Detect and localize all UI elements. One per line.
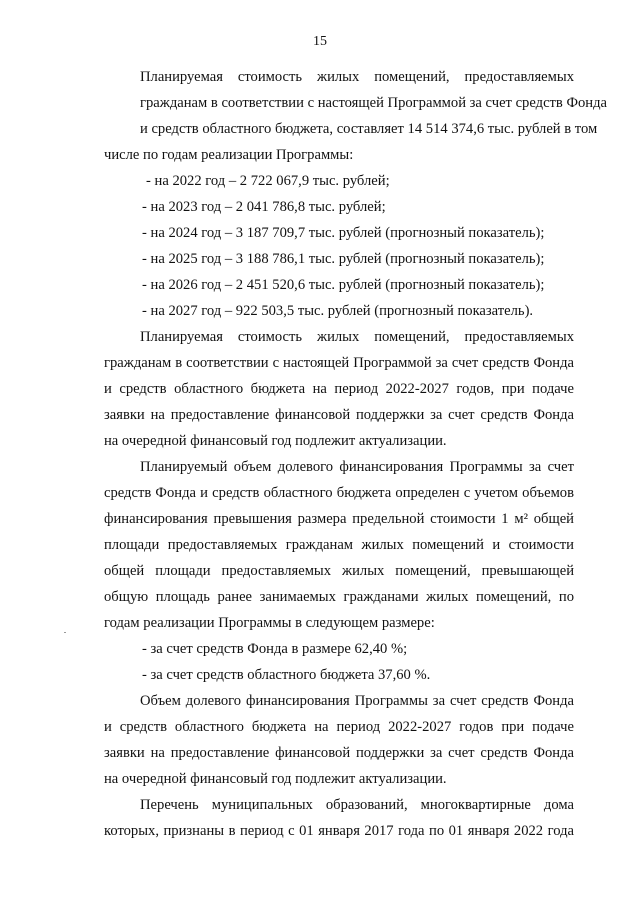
paragraph-cost-actualization <box>104 324 574 454</box>
text-line: общей площади предоставляемых жилых помещений, превышающей <box>104 563 574 579</box>
text-line: общую площадь ранее занимаемых гражданами жилых помещений, по <box>104 589 574 605</box>
document-body <box>104 64 607 844</box>
text-line: средств Фонда и средств областного бюджета определен с учетом объемов <box>104 485 574 501</box>
list-yearly-costs <box>104 168 574 324</box>
list-item: - на 2027 год – 922 503,5 тыс. рублей (прогнозный показатель). <box>142 303 534 319</box>
paragraph-planned-cost <box>104 64 607 168</box>
list-item: - за счет средств областного бюджета 37,60 %. <box>142 667 431 683</box>
text-line: и средств областного бюджета, составляет 14 514 374,6 тыс. рублей в том <box>140 121 598 137</box>
text-line: Планируемый объем долевого финансирования Программы за счет <box>140 459 574 475</box>
list-item: - на 2023 год – 2 041 786,8 тыс. рублей; <box>142 199 386 215</box>
text-line: и средств областного бюджета на период 2022-2027 годов, при подаче <box>104 381 574 397</box>
margin-mark <box>64 632 66 633</box>
text-line: финансирования превышения размера предельной стоимости 1 м² общей <box>104 511 574 527</box>
text-line: годам реализации Программы в следующем размере: <box>104 615 435 631</box>
text-line: гражданам в соответствии с настоящей Программой за счет средств Фонда <box>140 95 607 111</box>
text-line: числе по годам реализации Программы: <box>104 147 354 163</box>
page-number: 15 <box>313 34 327 49</box>
list-item: - на 2026 год – 2 451 520,6 тыс. рублей (прогнозный показатель); <box>142 277 545 293</box>
text-line: на очередной финансовый год подлежит актуализации. <box>104 433 447 449</box>
paragraph-cofinancing-volume <box>104 454 574 636</box>
text-line: Планируемая стоимость жилых помещений, предоставляемых <box>140 329 574 345</box>
text-line: и средств областного бюджета на период 2022-2027 годов при подаче <box>104 719 574 735</box>
text-line: заявки на предоставление финансовой поддержки за счет средств Фонда <box>104 407 574 423</box>
list-item: - на 2022 год – 2 722 067,9 тыс. рублей; <box>146 173 390 189</box>
list-item: - на 2025 год – 3 188 786,1 тыс. рублей (прогнозный показатель); <box>142 251 545 267</box>
list-item: - на 2024 год – 3 187 709,7 тыс. рублей (прогнозный показатель); <box>142 225 545 241</box>
paragraph-municipalities-list <box>104 792 574 844</box>
list-item: - за счет средств Фонда в размере 62,40 %; <box>142 641 408 657</box>
text-line: площади предоставляемых гражданам жилых помещений и стоимости <box>104 537 574 553</box>
list-funding-shares <box>104 636 574 688</box>
text-line: гражданам в соответствии с настоящей Программой за счет средств Фонда <box>104 355 574 371</box>
text-line: на очередной финансовый год подлежит актуализации. <box>104 771 447 787</box>
text-line: которых, признаны в период с 01 января 2017 года по 01 января 2022 года <box>104 823 574 839</box>
text-line: Перечень муниципальных образований, многоквартирные дома <box>140 797 574 813</box>
text-line: заявки на предоставление финансовой поддержки за счет средств Фонда <box>104 745 574 761</box>
text-line: Объем долевого финансирования Программы за счет средств Фонда <box>140 693 574 709</box>
text-line: Планируемая стоимость жилых помещений, предоставляемых <box>140 69 574 85</box>
paragraph-cofinancing-actualization <box>104 688 574 792</box>
